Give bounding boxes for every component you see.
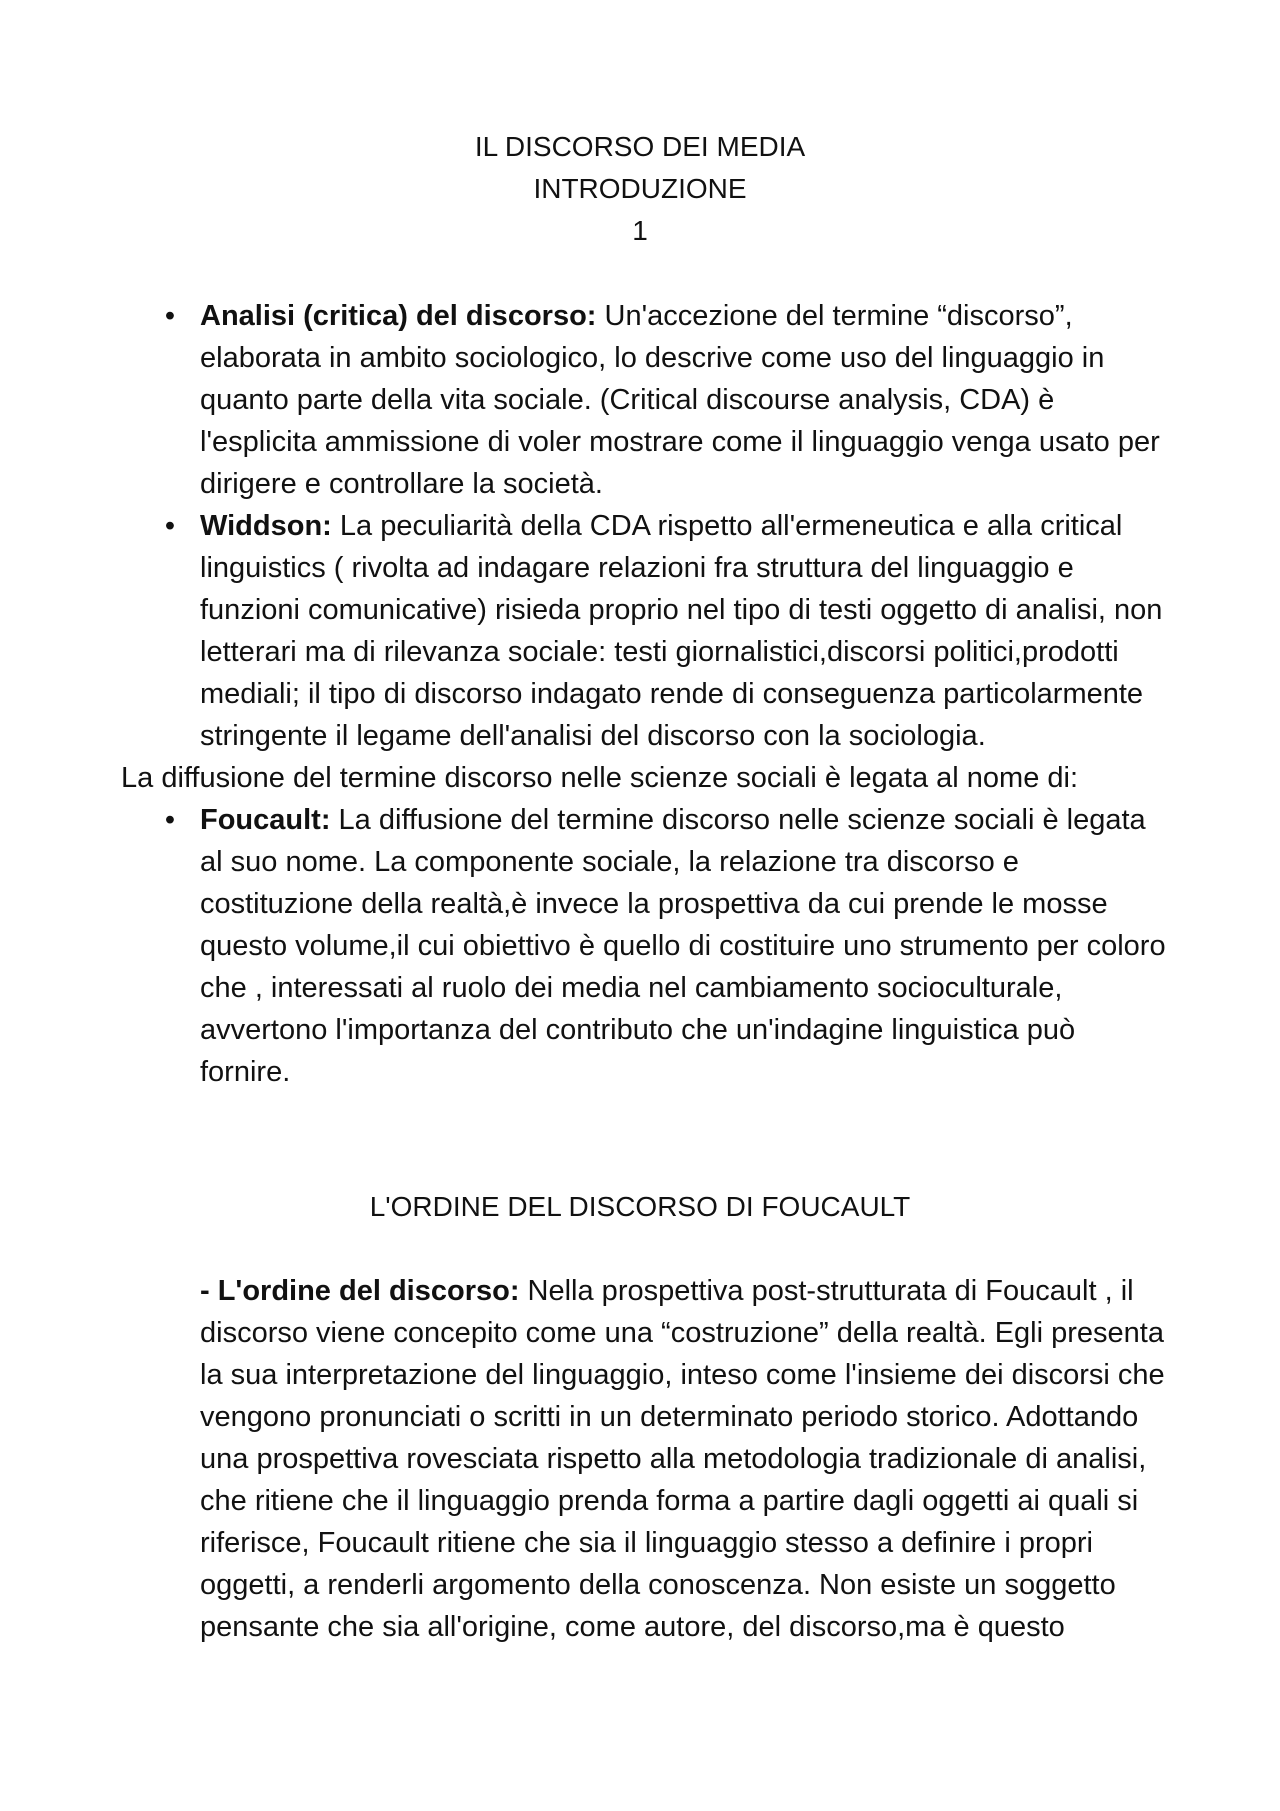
section-heading: L'ORDINE DEL DISCORSO DI FOUCAULT — [369, 1191, 911, 1222]
bullet-dot: • — [164, 804, 176, 836]
paragraph-term: - L'ordine del discorso: — [200, 1275, 520, 1307]
bullet-item-foucault — [0, 799, 1280, 1093]
bullet-item-analisi — [0, 295, 1280, 505]
bullet-text: La peculiarità della CDA rispetto all'ermeneutica e alla critical linguistics ( rivolta ad indagare relazioni fra struttura del linguaggio e funzioni comunicative) risieda proprio nel tipo di testi oggetto di analisi, non letterari ma di rilevanza sociale: testi giornalistici,discorsi politici,prodotti mediali; il tipo di discorso indagato rende di conseguenza particolarmente stringente il legame dell'analisi del discorso con la sociologia. — [200, 510, 1163, 752]
intro-plain-line: La diffusione del termine discorso nelle scienze sociali è legata al nome di: — [121, 762, 1079, 794]
bullet-term: Widdson: — [200, 510, 332, 542]
title-line-2: INTRODUZIONE — [533, 173, 747, 204]
bullet-term: Foucault: — [200, 804, 331, 836]
intro-bullet-list — [0, 295, 1280, 1093]
bullet-dot: • — [164, 300, 176, 332]
bullet-dot: • — [164, 510, 176, 542]
document-title — [0, 126, 1280, 252]
ordine-paragraph — [200, 1270, 1170, 1648]
bullet-item-widdson — [0, 505, 1280, 757]
bullet-text: La diffusione del termine discorso nelle scienze sociali è legata al suo nome. La componente sociale, la relazione tra discorso e costituzione della realtà,è invece la prospettiva da cui prende le mosse questo volume,il cui obiettivo è quello di costituire uno strumento per coloro che , interessati al ruolo dei media nel cambiamento socioculturale, avvertono l'importanza del contributo che un'indagine linguistica può fornire. — [200, 804, 1166, 1088]
bullet-text: Un'accezione del termine “discorso”, elaborata in ambito sociologico, lo descrive come uso del linguaggio in quanto parte della vita sociale. (Critical discourse analysis, CDA) è l'esplicita ammissione di voler mostrare come il linguaggio venga usato per dirigere e controllare la società. — [200, 300, 1160, 500]
title-line-1: IL DISCORSO DEI MEDIA — [474, 131, 806, 162]
paragraph-text: Nella prospettiva post-strutturata di Foucault , il discorso viene concepito come una “costruzione” della realtà. Egli presenta la sua interpretazione del linguaggio, inteso come l'insieme dei discorsi che vengono pronunciati o scritti in un determinato periodo storico. Adottando una prospettiva rovesciata rispetto alla metodologia tradizionale di analisi, che ritiene che il linguaggio prenda forma a partire dagli oggetti ai quali si riferisce, Foucault ritiene che sia il linguaggio stesso a definire i propri oggetti, a renderli argomento della conoscenza. Non esiste un soggetto pensante che sia all'origine, come autore, del discorso,ma è questo — [200, 1275, 1165, 1643]
bullet-term: Analisi (critica) del discorso: — [200, 300, 597, 332]
title-line-3: 1 — [632, 215, 648, 246]
